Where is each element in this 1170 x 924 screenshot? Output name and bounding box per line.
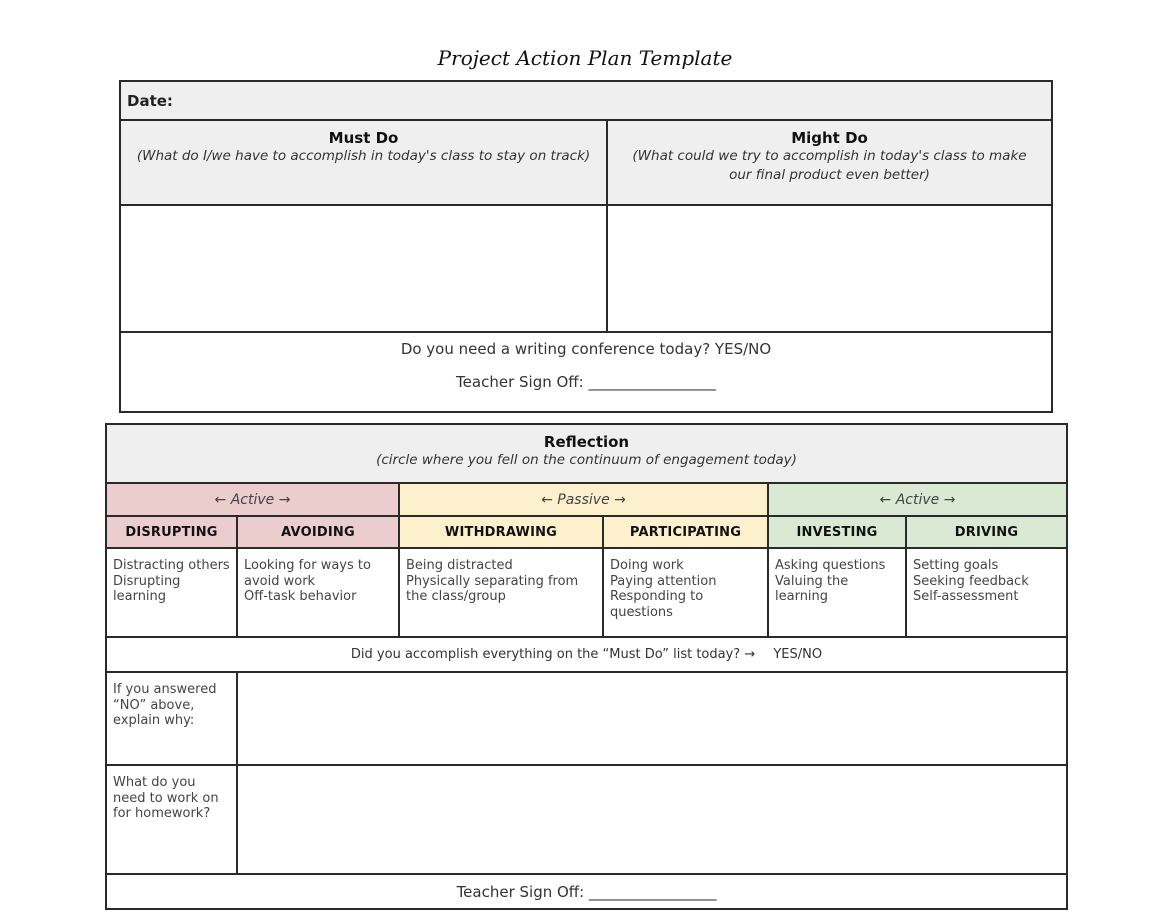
action-plan-table: [119, 80, 1053, 413]
behaviors-withdrawing[interactable]: [399, 548, 603, 637]
behaviors-participating[interactable]: [603, 548, 768, 637]
homework-prompt: What do you need to work on for homework?: [106, 765, 237, 874]
behavior-item: Looking for ways to avoid work: [244, 558, 371, 589]
behavior-item: Paying attention: [610, 573, 717, 589]
must-do-subtitle: (What do I/we have to accomplish in today's class to stay on track): [136, 148, 591, 164]
reflection-heading: Reflection: [543, 433, 630, 451]
category-avoiding[interactable]: AVOIDING: [237, 516, 399, 548]
behavior-item: Disrupting learning: [113, 573, 181, 604]
might-do-header: [607, 120, 1052, 205]
behavior-item: Being distracted: [406, 558, 513, 573]
reflection-header: [106, 424, 1067, 483]
homework-input-area[interactable]: [237, 765, 1067, 874]
page-title: Project Action Plan Template: [437, 46, 733, 70]
conference-section: [120, 332, 1052, 412]
behaviors-disrupting[interactable]: [106, 548, 237, 637]
might-do-subtitle: (What could we try to accomplish in today's class to make our final product even better): [632, 148, 1027, 183]
behaviors-investing[interactable]: [768, 548, 906, 637]
behavior-item: Valuing the learning: [775, 573, 849, 604]
behavior-item: Responding to questions: [610, 589, 704, 620]
explain-prompt: If you answered “NO” above, explain why:: [106, 672, 237, 765]
behaviors-driving[interactable]: [906, 548, 1067, 637]
category-withdrawing[interactable]: WITHDRAWING: [399, 516, 603, 548]
reflection-teacher-signoff[interactable]: Teacher Sign Off: _________________: [106, 874, 1067, 909]
behavior-item: Setting goals: [913, 558, 999, 573]
continuum-active-right: ← Active →: [768, 483, 1067, 516]
date-field[interactable]: [120, 81, 1052, 120]
might-do-input-area[interactable]: [607, 205, 1052, 332]
accomplish-row: [106, 637, 1067, 672]
behaviors-avoiding[interactable]: [237, 548, 399, 637]
must-do-input-area[interactable]: [120, 205, 607, 332]
accomplish-answer[interactable]: YES/NO: [773, 647, 823, 662]
date-label: Date:: [127, 91, 173, 110]
category-driving[interactable]: DRIVING: [906, 516, 1067, 548]
category-investing[interactable]: INVESTING: [768, 516, 906, 548]
reflection-table: [105, 423, 1068, 910]
behavior-item: Doing work: [610, 558, 684, 573]
continuum-active-left: ← Active →: [106, 483, 399, 516]
continuum-passive: ← Passive →: [399, 483, 768, 516]
category-disrupting[interactable]: DISRUPTING: [106, 516, 237, 548]
explain-input-area[interactable]: [237, 672, 1067, 765]
behavior-item: Distracting others: [113, 558, 230, 573]
plan-teacher-signoff[interactable]: Teacher Sign Off: _________________: [456, 373, 716, 391]
conference-question[interactable]: Do you need a writing conference today? YES/NO: [400, 340, 772, 358]
behavior-item: Self-assessment: [913, 589, 1019, 604]
accomplish-question: Did you accomplish everything on the “Must Do” list today? →: [350, 647, 756, 662]
must-do-header: [120, 120, 607, 205]
must-do-heading: Must Do: [328, 129, 399, 147]
reflection-subtitle: (circle where you fell on the continuum of engagement today): [376, 452, 797, 468]
behavior-item: Physically separating from the class/group: [406, 573, 579, 604]
category-participating[interactable]: PARTICIPATING: [603, 516, 768, 548]
behavior-item: Asking questions: [775, 558, 886, 573]
behavior-item: Seeking feedback: [913, 573, 1029, 589]
might-do-heading: Might Do: [791, 129, 868, 147]
behavior-item: Off-task behavior: [244, 589, 357, 604]
